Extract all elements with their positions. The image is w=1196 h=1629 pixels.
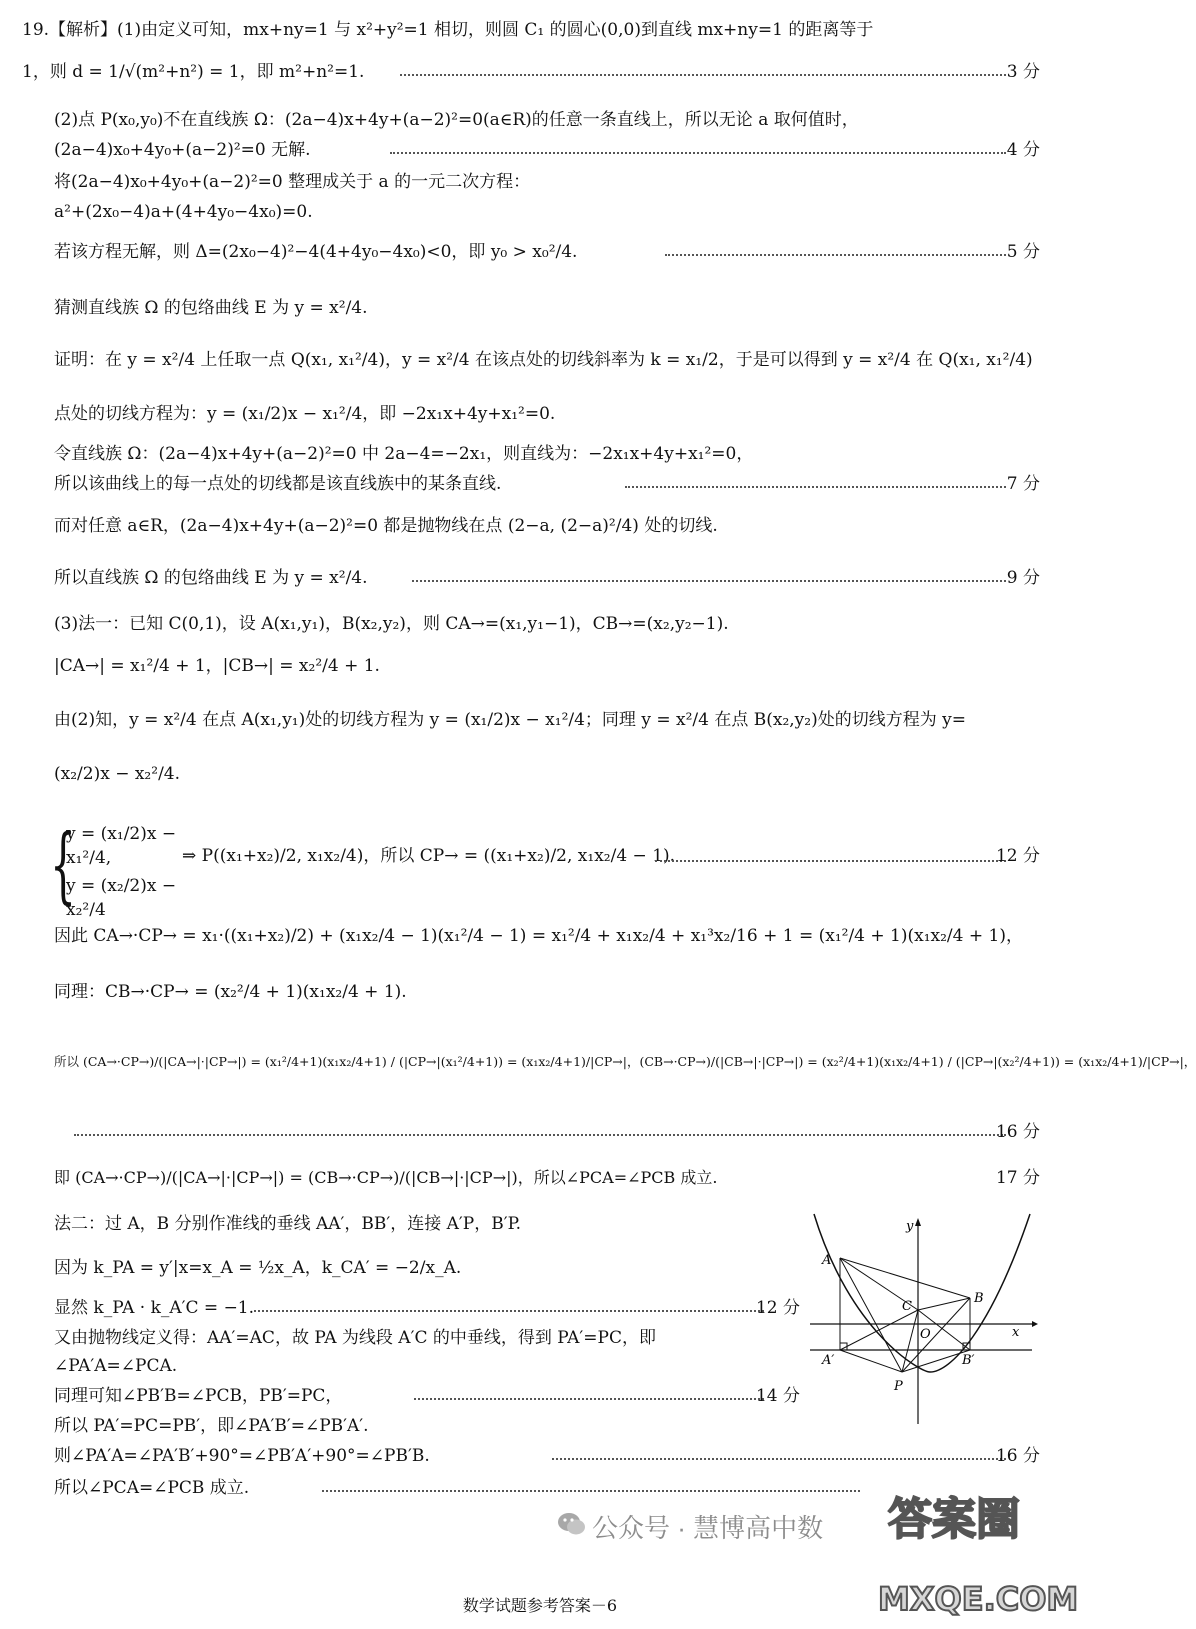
segment-A1P bbox=[840, 1350, 902, 1372]
solution-line: 将(2a−4)x₀+4y₀+(a−2)²=0 整理成关于 a 的一元二次方程： bbox=[54, 172, 531, 192]
solution-line: 又由抛物线定义得：AA′=AC，故 PA 为线段 A′C 的中垂线，得到 PA′=PC，即 bbox=[54, 1328, 656, 1348]
solution-line: a²+(2x₀−4)a+(4+4y₀−4x₀)=0. bbox=[54, 202, 313, 222]
dot-leader bbox=[625, 484, 1006, 488]
score-label: 4 分 bbox=[1006, 140, 1040, 160]
wechat-icon bbox=[556, 1508, 588, 1540]
logo-top-text: 答案圈 bbox=[888, 1494, 1020, 1545]
solution-line: 而对任意 a∈R，(2a−4)x+4y+(a−2)²=0 都是抛物线在点 (2−a, (2−a)²/4) 处的切线. bbox=[54, 516, 718, 536]
system-row: y = (x₂/2)x − x₂²/4 bbox=[66, 876, 177, 920]
y-axis-arrow bbox=[915, 1218, 921, 1226]
solution-line: 所以 PA′=PC=PB′，即∠PA′B′=∠PB′A′. bbox=[54, 1416, 369, 1436]
solution-line: 若该方程无解，则 Δ=(2x₀−4)²−4(4+4y₀−4x₀)<0，即 y₀ > x₀²/4. bbox=[54, 242, 578, 262]
score-label: 17 分 bbox=[995, 1168, 1040, 1188]
solution-line: 同理：CB→·CP→ = (x₂²/4 + 1)(x₁x₂/4 + 1). bbox=[54, 982, 407, 1002]
solution-line: (2a−4)x₀+4y₀+(a−2)²=0 无解. bbox=[54, 140, 311, 160]
x-axis-arrow bbox=[1032, 1321, 1038, 1327]
dot-leader bbox=[552, 1456, 1006, 1460]
solution-line: 所以该曲线上的每一点处的切线都是该直线族中的某条直线. bbox=[54, 474, 502, 494]
solution-line: 所以∠PCA=∠PCB 成立. bbox=[54, 1478, 250, 1498]
solution-line: 令直线族 Ω：(2a−4)x+4y+(a−2)²=0 中 2a−4=−2x₁，则直线为：−2x₁x+4y+x₁²=0， bbox=[54, 444, 754, 464]
label-B: B bbox=[974, 1291, 984, 1306]
page-footer: 数学试题参考答案－6 bbox=[462, 1596, 618, 1615]
solution-line: 法二：过 A，B 分别作准线的垂线 AA′，BB′，连接 A′P，B′P. bbox=[54, 1214, 521, 1234]
logo-bottom-text: MXQE.COM bbox=[878, 1580, 1079, 1618]
solution-line: 即 (CA→·CP→)/(|CA→|·|CP→|) = (CB→·CP→)/(|CB→|·|CP→|)，所以∠PCA=∠PCB 成立. bbox=[54, 1168, 718, 1187]
dot-leader bbox=[400, 72, 1006, 76]
solution-line: (3)法一：已知 C(0,1)，设 A(x₁,y₁)，B(x₂,y₂)，则 CA→=(x₁,y₁−1)，CB→=(x₂,y₂−1). bbox=[54, 614, 729, 634]
score-label: 12 分 bbox=[755, 1298, 800, 1318]
solution-line: 所以 (CA→·CP→)/(|CA→|·|CP→|) = (x₁²/4+1)(x₁x₂/4+1) / (|CP→|(x₁²/4+1)) = (x₁x₂/4+1)/|CP→|，(CB→·CP→)/(|CB→|·|CP→|) = (x₂²/4+1)(x₁x₂/4+1) / (|CP→|(x₂²/4+1)) = (x₁x₂/4+1)/|CP→|， bbox=[54, 1054, 1196, 1069]
label-C: C bbox=[902, 1299, 912, 1314]
solution-line: 猜测直线族 Ω 的包络曲线 E 为 y = x²/4. bbox=[54, 298, 368, 318]
label-y: y bbox=[906, 1219, 914, 1234]
dot-leader bbox=[322, 1488, 860, 1492]
score-label: 3 分 bbox=[1006, 62, 1040, 82]
dot-leader bbox=[655, 858, 1006, 862]
dot-leader bbox=[74, 1132, 1006, 1136]
brace-symbol: { bbox=[50, 818, 77, 913]
solution-line: ⇒ P((x₁+x₂)/2, x₁x₂/4)，所以 CP→ = ((x₁+x₂)/2, x₁x₂/4 − 1). bbox=[182, 846, 676, 866]
score-label: 7 分 bbox=[1006, 474, 1040, 494]
parabola-curve bbox=[814, 1214, 1030, 1372]
label-A: A bbox=[822, 1253, 832, 1268]
solution-line: 由(2)知，y = x²/4 在点 A(x₁,y₁)处的切线方程为 y = (x₁/2)x − x₁²/4；同理 y = x²/4 在点 B(x₂,y₂)处的切线方程为 y= bbox=[54, 710, 966, 730]
label-x: x bbox=[1012, 1325, 1020, 1340]
score-label: 16 分 bbox=[995, 1122, 1040, 1142]
solution-line: 因为 k_PA = y′|x=x_A = ½x_A，k_CA′ = −2/x_A. bbox=[54, 1258, 462, 1278]
dot-leader bbox=[254, 1308, 764, 1312]
score-label: 12 分 bbox=[995, 846, 1040, 866]
solution-line: (x₂/2)x − x₂²/4. bbox=[54, 764, 181, 784]
solution-line: 则∠PA′A=∠PA′B′+90°=∠PB′A′+90°=∠PB′B. bbox=[54, 1446, 430, 1466]
score-label: 16 分 bbox=[995, 1446, 1040, 1466]
segment-A1C bbox=[840, 1310, 918, 1350]
watermark-text: 公众号 · 慧博高中数 bbox=[592, 1513, 824, 1543]
segment-AB bbox=[840, 1258, 970, 1298]
label-B-prime: B′ bbox=[962, 1353, 975, 1368]
score-label: 9 分 bbox=[1006, 568, 1040, 588]
solution-line: 因此 CA→·CP→ = x₁·((x₁+x₂)/2) + (x₁x₂/4 − 1)(x₁²/4 − 1) = x₁²/4 + x₁x₂/4 + x₁³x₂/16 + 1 = (x₁²/4 + 1)(x₁x₂/4 + 1)， bbox=[54, 926, 1023, 946]
solution-line: 证明：在 y = x²/4 上任取一点 Q(x₁, x₁²/4)，y = x²/4 在该点处的切线斜率为 k = x₁/2，于是可以得到 y = x²/4 在 Q(x₁, x₁²/4) bbox=[54, 350, 1033, 370]
label-A-prime: A′ bbox=[822, 1353, 835, 1368]
segment-CB bbox=[918, 1298, 970, 1310]
dot-leader bbox=[412, 578, 1006, 582]
segment-AP bbox=[840, 1258, 902, 1372]
system-row: y = (x₁/2)x − x₁²/4, bbox=[66, 824, 177, 868]
dot-leader bbox=[414, 1396, 764, 1400]
solution-line: 同理可知∠PB′B=∠PCB，PB′=PC， bbox=[54, 1386, 343, 1406]
dot-leader bbox=[390, 150, 1006, 154]
solution-line: 1，则 d = 1/√(m²+n²) = 1，即 m²+n²=1. bbox=[22, 62, 365, 82]
solution-line: 点处的切线方程为：y = (x₁/2)x − x₁²/4，即 −2x₁x+4y+x₁²=0. bbox=[54, 404, 556, 424]
solution-line: 19.【解析】(1)由定义可知，mx+ny=1 与 x²+y²=1 相切，则圆 C₁ 的圆心(0,0)到直线 mx+ny=1 的距离等于 bbox=[22, 20, 874, 40]
parabola-figure bbox=[810, 1212, 1040, 1432]
score-label: 14 分 bbox=[755, 1386, 800, 1406]
dot-leader bbox=[665, 252, 1006, 256]
equation-system bbox=[50, 818, 200, 918]
solution-line: 显然 k_PA · k_A′C = −1. bbox=[54, 1298, 255, 1318]
solution-line: ∠PA′A=∠PCA. bbox=[54, 1356, 178, 1376]
label-O: O bbox=[920, 1327, 931, 1342]
solution-line: 所以直线族 Ω 的包络曲线 E 为 y = x²/4. bbox=[54, 568, 368, 588]
label-P: P bbox=[894, 1379, 903, 1394]
solution-line: |CA→| = x₁²/4 + 1，|CB→| = x₂²/4 + 1. bbox=[54, 656, 380, 676]
score-label: 5 分 bbox=[1006, 242, 1040, 262]
solution-line: (2)点 P(x₀,y₀)不在直线族 Ω：(2a−4)x+4y+(a−2)²=0(a∈R)的任意一条直线上，所以无论 a 取何值时， bbox=[54, 110, 859, 130]
